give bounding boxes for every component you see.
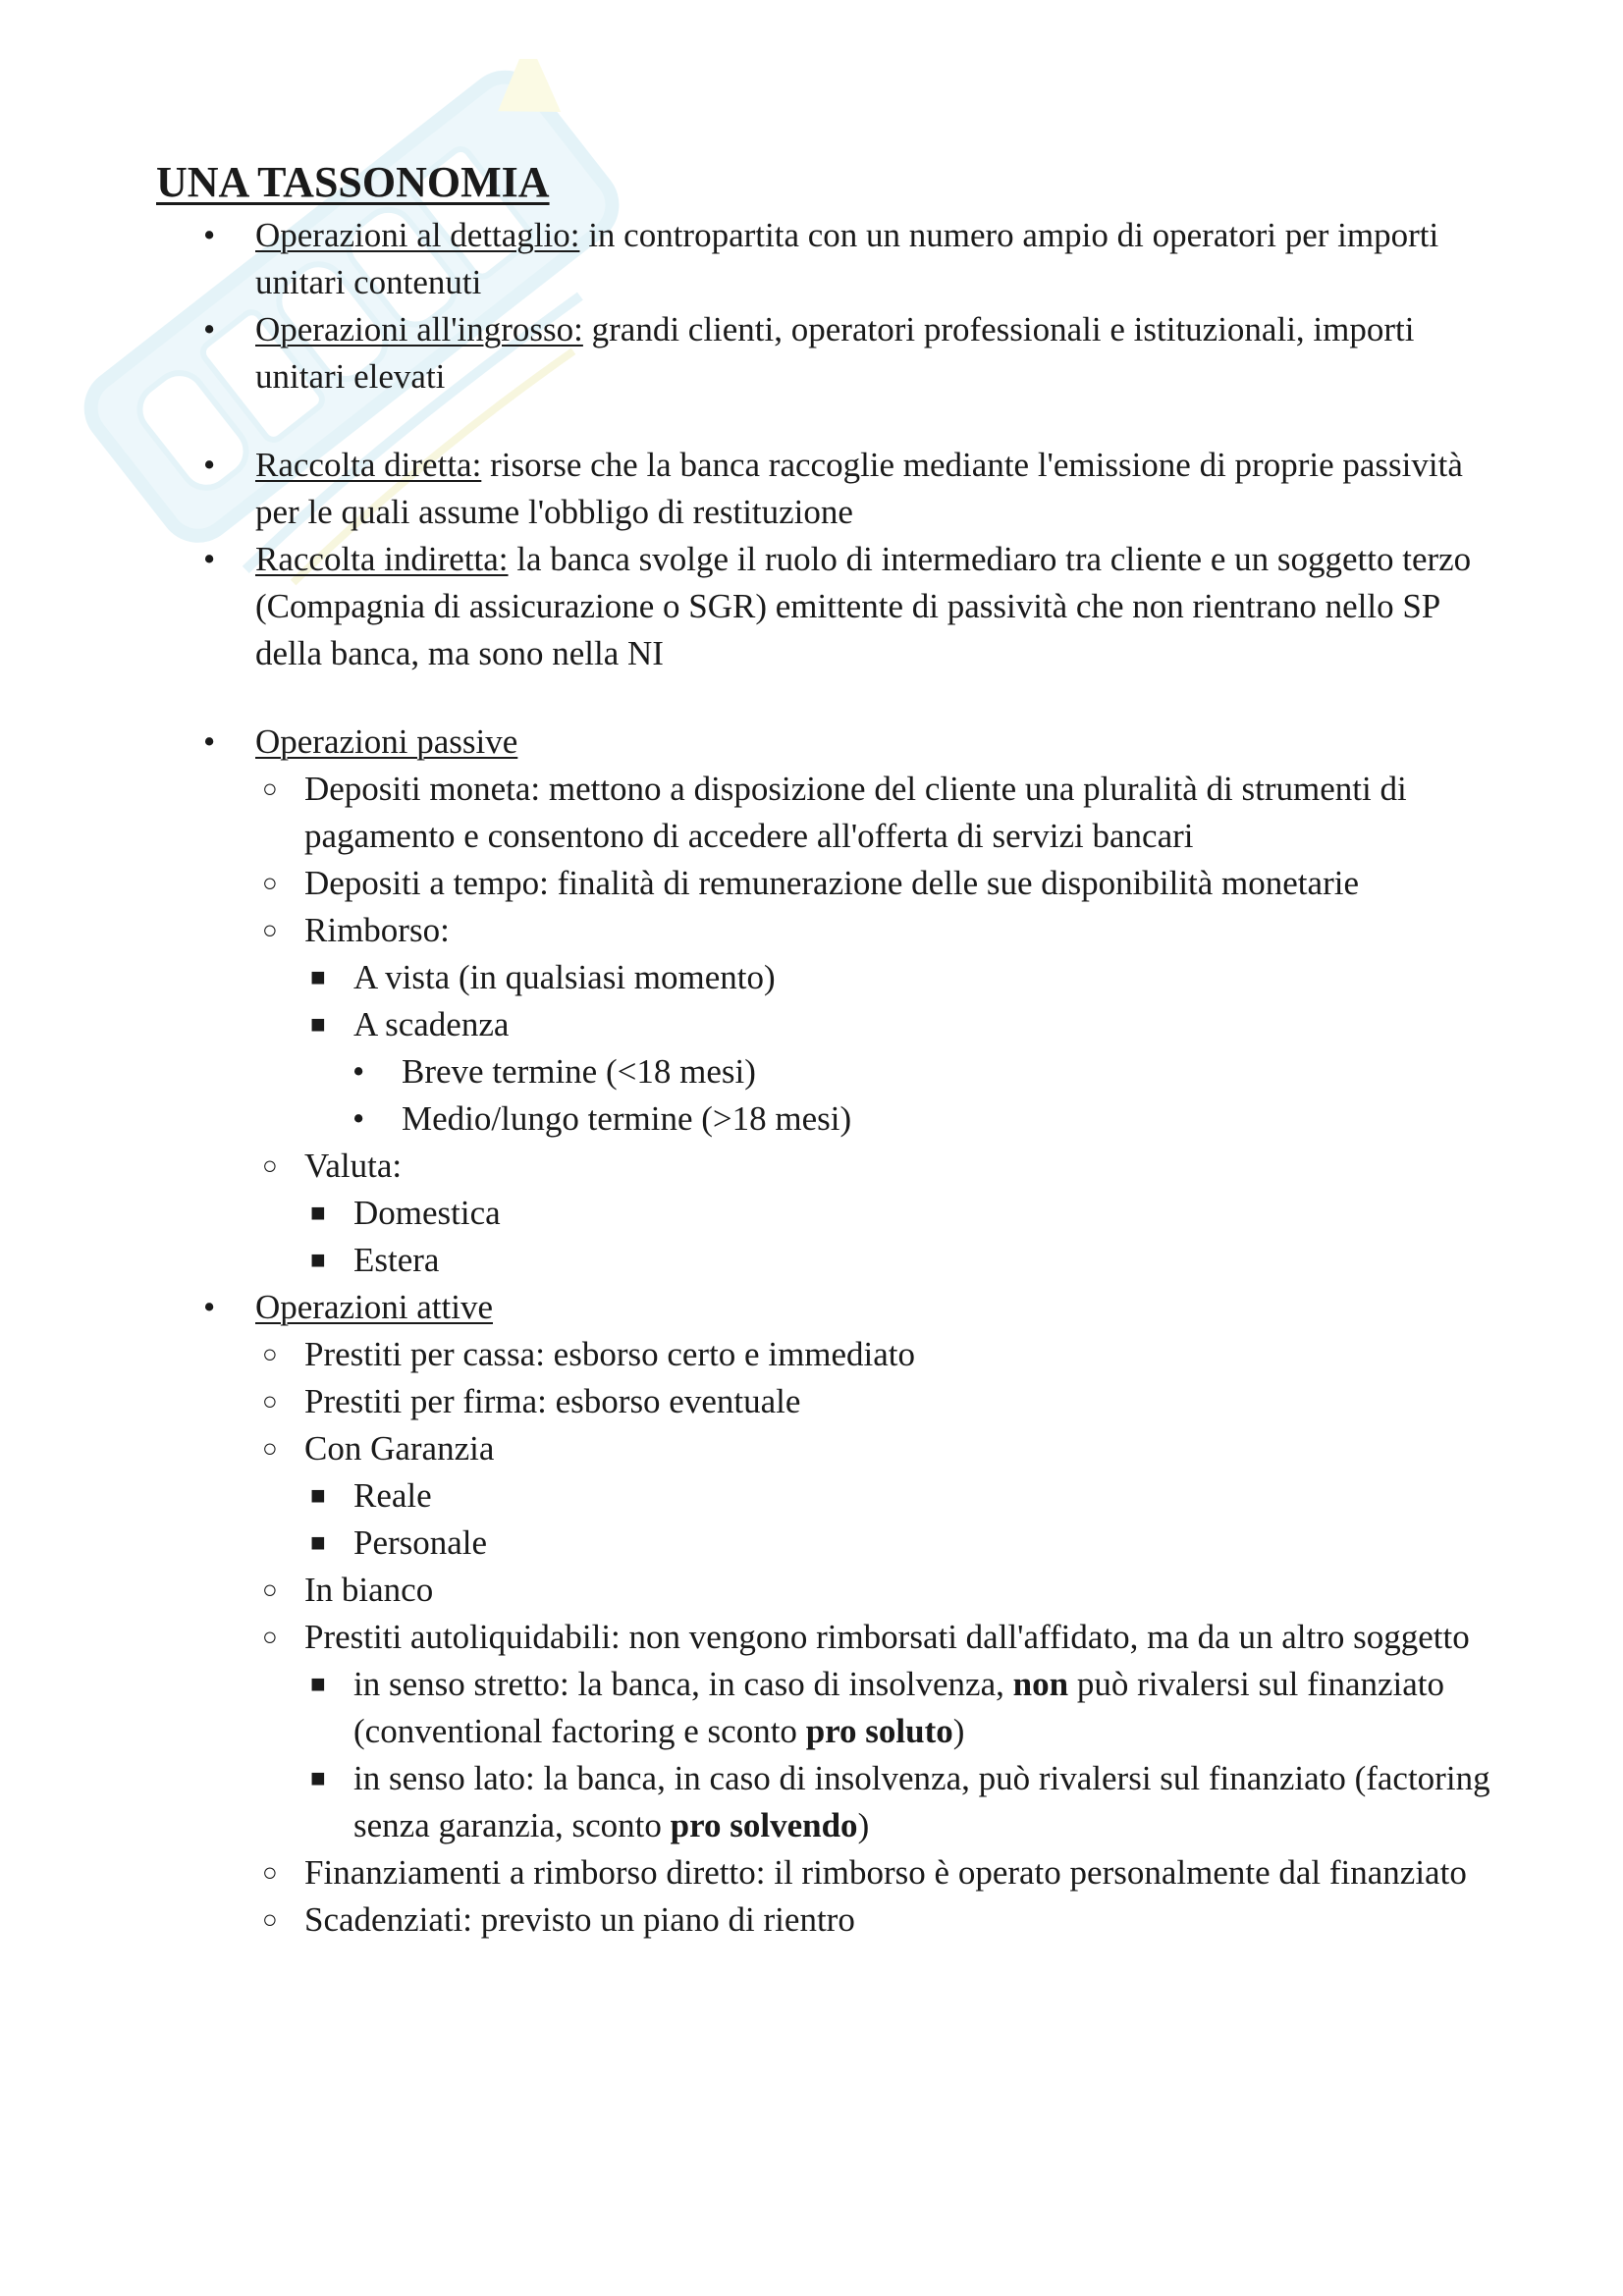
text-scadenziati: Scadenziati: previsto un piano di rientro	[304, 1900, 855, 1939]
text-reale: Reale	[353, 1476, 432, 1515]
bullet-marker: •	[203, 540, 216, 578]
list-item-senso-stretto	[156, 1661, 1491, 1755]
list-item-domestica	[156, 1190, 1491, 1237]
text-senso-lato-a: in senso lato: la banca, in caso di insolvenza, può rivalersi sul finanziato (factoring senza garanzia, sconto	[353, 1759, 1490, 1844]
term-dettaglio: Operazioni al dettaglio:	[255, 216, 580, 254]
term-ingrosso: Operazioni all'ingrosso:	[255, 310, 583, 348]
bullet-marker: •	[203, 446, 216, 484]
square-marker: ■	[310, 1010, 326, 1039]
bullet-marker: •	[203, 216, 216, 254]
taxonomy-list	[156, 212, 1491, 400]
page-title: UNA TASSONOMIA	[156, 158, 550, 206]
circle-marker: ○	[262, 1623, 278, 1651]
list-item-estera	[156, 1237, 1491, 1284]
text-personale: Personale	[353, 1523, 488, 1562]
list-item-medio-lungo-termine	[156, 1095, 1491, 1143]
text-a-vista: A vista (in qualsiasi momento)	[353, 958, 776, 996]
square-marker: ■	[310, 1246, 326, 1274]
bullet-marker: •	[203, 310, 216, 348]
text-raccolta-diretta: risorse che la banca raccoglie mediante l'emissione di proprie passività per le quali assume l'obbligo di restituzione	[255, 446, 1463, 531]
list-item-con-garanzia	[156, 1425, 1491, 1472]
text-prestiti-firma: Prestiti per firma: esborso eventuale	[304, 1382, 801, 1420]
text-senso-stretto-a: in senso stretto: la banca, in caso di insolvenza,	[353, 1665, 1013, 1703]
list-item-depositi-tempo	[156, 860, 1491, 907]
square-marker: ■	[310, 963, 326, 991]
term-operazioni-passive: Operazioni passive	[255, 722, 518, 761]
text-senso-stretto-c: può rivalersi sul finanziato (conventional factoring e sconto	[353, 1665, 1445, 1750]
circle-marker: ○	[262, 1434, 278, 1463]
list-item-rimborso-diretto	[156, 1849, 1491, 1896]
text-ingrosso: grandi clienti, operatori professionali e istituzionali, importi unitari elevati	[255, 310, 1415, 396]
text-valuta: Valuta:	[304, 1147, 403, 1185]
list-item-prestiti-firma	[156, 1378, 1491, 1425]
list-item-scadenziati	[156, 1896, 1491, 1944]
list-item-breve-termine	[156, 1048, 1491, 1095]
list-item-personale	[156, 1520, 1491, 1567]
text-senso-stretto-e: )	[952, 1712, 965, 1750]
text-rimborso-diretto: Finanziamenti a rimborso diretto: il rimborso è operato personalmente dal finanziato	[304, 1853, 1467, 1892]
text-depositi-tempo: Depositi a tempo: finalità di remunerazione delle sue disponibilità monetarie	[304, 864, 1359, 902]
circle-marker: ○	[262, 1387, 278, 1415]
circle-marker: ○	[262, 1151, 278, 1180]
text-rimborso: Rimborso:	[304, 911, 450, 949]
bullet-marker: •	[352, 1099, 365, 1138]
list-item-operazioni-passive	[156, 719, 1491, 766]
list-item-raccolta-diretta	[156, 442, 1491, 536]
text-dettaglio: in contropartita con un numero ampio di operatori per importi unitari contenuti	[255, 216, 1439, 301]
operazioni-list	[156, 719, 1491, 1944]
text-a-scadenza: A scadenza	[353, 1005, 510, 1043]
list-item-reale	[156, 1472, 1491, 1520]
list-item-autoliquidabili	[156, 1614, 1491, 1661]
circle-marker: ○	[262, 1858, 278, 1887]
list-item-a-vista	[156, 954, 1491, 1001]
bullet-marker: •	[203, 1288, 216, 1326]
list-item-operazioni-attive	[156, 1284, 1491, 1331]
circle-marker: ○	[262, 774, 278, 803]
term-operazioni-attive: Operazioni attive	[255, 1288, 493, 1326]
list-item-raccolta-indiretta	[156, 536, 1491, 677]
list-item-prestiti-cassa	[156, 1331, 1491, 1378]
text-medio-lungo-termine: Medio/lungo termine (>18 mesi)	[402, 1099, 852, 1138]
text-con-garanzia: Con Garanzia	[304, 1429, 495, 1468]
list-item-valuta	[156, 1143, 1491, 1190]
document-page	[156, 155, 1491, 1944]
square-marker: ■	[310, 1199, 326, 1227]
square-marker: ■	[310, 1528, 326, 1557]
text-pro-soluto: pro soluto	[805, 1712, 953, 1750]
text-pro-solvendo: pro solvendo	[670, 1806, 858, 1844]
list-item-depositi-moneta	[156, 766, 1491, 860]
list-item-dettaglio	[156, 212, 1491, 306]
list-item-rimborso	[156, 907, 1491, 954]
list-item-in-bianco	[156, 1567, 1491, 1614]
text-in-bianco: In bianco	[304, 1571, 434, 1609]
text-senso-lato-c: )	[857, 1806, 870, 1844]
text-autoliquidabili: Prestiti autoliquidabili: non vengono rimborsati dall'affidato, ma da un altro soggetto	[304, 1618, 1470, 1656]
list-item-a-scadenza	[156, 1001, 1491, 1048]
text-raccolta-indiretta: la banca svolge il ruolo di intermediaro tra cliente e un soggetto terzo (Compagnia di assicurazione o SGR) emittente di passività che non rientrano nello SP della banca, ma sono nella NI	[255, 540, 1472, 672]
bullet-marker: •	[203, 722, 216, 761]
text-prestiti-cassa: Prestiti per cassa: esborso certo e immediato	[304, 1335, 916, 1373]
circle-marker: ○	[262, 1575, 278, 1604]
text-domestica: Domestica	[353, 1194, 501, 1232]
square-marker: ■	[310, 1670, 326, 1698]
text-senso-stretto-non: non	[1012, 1665, 1069, 1703]
text-breve-termine: Breve termine (<18 mesi)	[402, 1052, 756, 1091]
list-item-ingrosso	[156, 306, 1491, 400]
list-item-senso-lato	[156, 1755, 1491, 1849]
circle-marker: ○	[262, 1340, 278, 1368]
term-raccolta-diretta: Raccolta diretta:	[255, 446, 482, 484]
raccolta-list	[156, 442, 1491, 677]
square-marker: ■	[310, 1764, 326, 1792]
circle-marker: ○	[262, 869, 278, 897]
circle-marker: ○	[262, 916, 278, 944]
text-depositi-moneta: Depositi moneta: mettono a disposizione del cliente una pluralità di strumenti di pagamento e consentono di accedere all'offerta di servizi bancari	[304, 770, 1407, 855]
text-estera: Estera	[353, 1241, 440, 1279]
square-marker: ■	[310, 1481, 326, 1510]
bullet-marker: •	[352, 1052, 365, 1091]
term-raccolta-indiretta: Raccolta indiretta:	[255, 540, 509, 578]
circle-marker: ○	[262, 1905, 278, 1934]
